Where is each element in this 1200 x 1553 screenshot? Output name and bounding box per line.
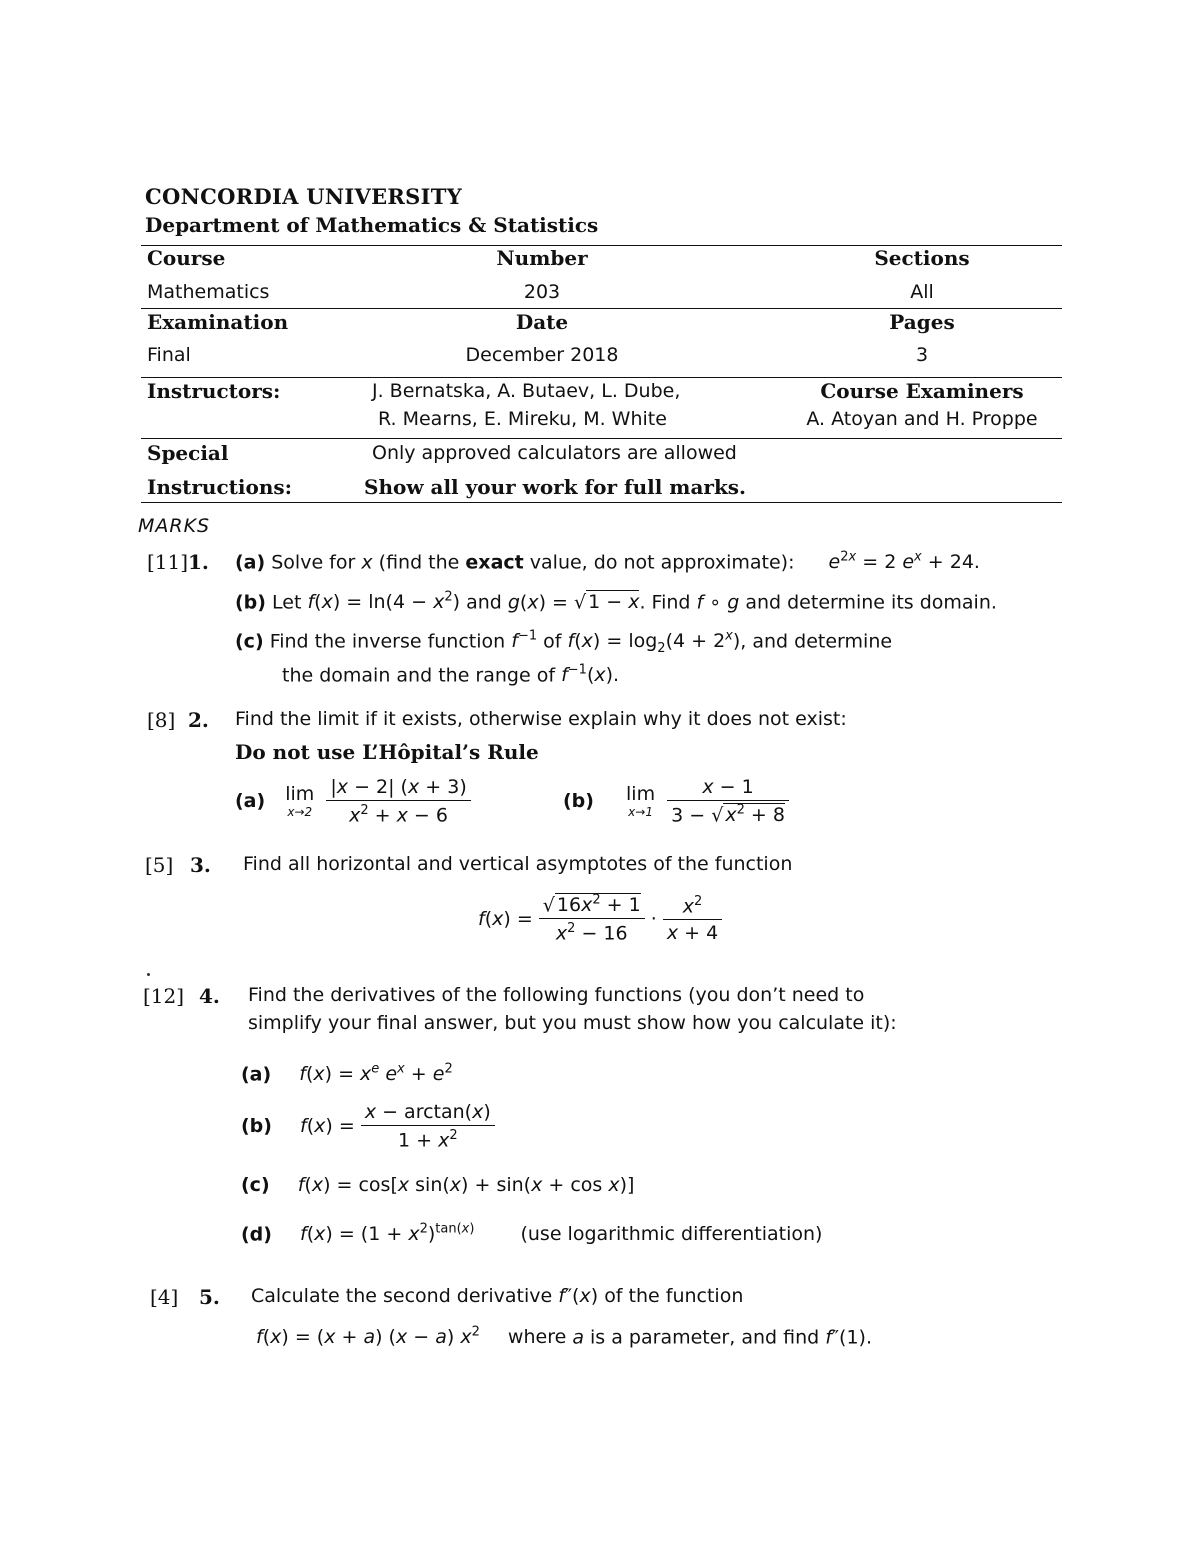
q4-number: 4. <box>199 984 220 1008</box>
special-line-2: Show all your work for full marks. <box>364 475 747 499</box>
q5-function: f(x) = (x + a) (x − a) $x^2$ <box>256 1325 480 1349</box>
q1a-var: x <box>361 551 373 574</box>
q4a-line <box>241 1062 453 1085</box>
q4d-label: (d) <box>241 1223 272 1246</box>
examination-label: Examination <box>147 310 289 334</box>
q2b-limit <box>626 782 656 819</box>
q4c-line <box>241 1174 634 1196</box>
q1a-text2: (find the <box>378 551 460 574</box>
stray-mark <box>147 973 150 976</box>
q1c-finv: $f^{-1}$ <box>511 629 538 653</box>
q2a-expression <box>235 776 471 826</box>
number-value: 203 <box>523 281 561 303</box>
q5-line-1 <box>251 1285 743 1307</box>
q4d-note: (use logarithmic differentiation) <box>520 1223 823 1246</box>
course-label: Course <box>147 246 226 270</box>
examiners-label: Course Examiners <box>820 379 1024 403</box>
pages-label: Pages <box>889 310 955 334</box>
q3-denominator-1: $x^2 - 16$ <box>539 918 645 944</box>
q1-marks: [11] <box>147 550 189 574</box>
q3-fraction-1 <box>539 893 645 945</box>
q4-text-2: simplify your final answer, but you must show how you calculate it): <box>248 1012 897 1034</box>
q1a-line <box>235 550 980 573</box>
marks-label: MARKS <box>138 515 211 537</box>
q3-numerator-2: $x^2$ <box>682 893 703 917</box>
q3-denominator-2: x + 4 <box>663 919 722 944</box>
q1b-g: g(x) = √ 1 − x <box>507 591 640 614</box>
q4b-fraction <box>361 1101 495 1151</box>
q4b-numerator: x − arctan(x) <box>364 1101 491 1123</box>
q1c-line <box>235 629 892 656</box>
q2b-lim-sub: x→1 <box>628 804 653 819</box>
q4a-function: $f(x) = x^e$ $e^x + e^2$ <box>299 1062 453 1086</box>
q2-text: Find the limit if it exists, otherwise explain why it does not exist: <box>235 708 847 730</box>
q4c-function: f(x) = cos[x sin(x) + sin(x + cos x)] <box>297 1174 635 1196</box>
q2a-numerator: |x − 2| (x + 3) <box>330 776 467 798</box>
q4b-lhs: f(x) = <box>300 1115 355 1138</box>
q5-marks: [4] <box>150 1285 179 1309</box>
q1c-text3: , and determine <box>740 630 893 653</box>
q2a-lim-sub: x→2 <box>287 804 313 819</box>
q1b-text: Let <box>272 591 302 614</box>
q2b-denominator: 3 − √ $x^2 + 8$ <box>667 800 789 826</box>
q2a-fraction <box>326 776 470 826</box>
instructors-line-1: J. Bernatska, A. Butaev, L. Dube, <box>372 380 681 402</box>
special-line-1: Only approved calculators are allowed <box>372 442 737 464</box>
q1c-text2: of <box>543 630 562 653</box>
q2-marks: [8] <box>147 708 176 732</box>
q4-marks: [12] <box>143 984 185 1008</box>
sections-label: Sections <box>874 246 970 270</box>
q1b-fog: f ∘ g <box>696 591 740 614</box>
q2b-expression <box>563 776 789 826</box>
q3-text: Find all horizontal and vertical asymptotes of the function <box>243 853 793 875</box>
q2b-lim-word: lim <box>626 782 656 805</box>
q2-note: Do not use L’Hôpital’s Rule <box>235 740 539 764</box>
q5-line-2 <box>256 1325 872 1348</box>
q5-a: a <box>572 1326 584 1349</box>
q2a-denominator: $x^2 + x - 6$ <box>326 800 470 826</box>
q1c-text4: the domain and the range of <box>282 664 556 687</box>
q1c-f: $f(x) = \log_2(4 + 2^x)$ <box>567 629 741 657</box>
special-label: Special <box>147 441 229 465</box>
q1b-f: $f(x) = \ln(4 - x^2)$ <box>307 590 461 614</box>
q5-text4: is a parameter, and find <box>590 1326 820 1349</box>
q4d-line <box>241 1222 822 1245</box>
q3-fraction-2 <box>663 894 722 944</box>
examination-value: Final <box>147 344 191 366</box>
q1c-finv-x: $f^{-1}(x)$. <box>561 663 620 687</box>
date-label: Date <box>515 310 569 334</box>
q1a-text3: value, do not approximate): <box>529 551 795 574</box>
q5-text2: of the function <box>604 1285 744 1307</box>
q4b-line <box>241 1101 495 1151</box>
q2a-label: (a) <box>235 790 266 813</box>
q3-function: f(x) = $\frac{√ 16x^2 + 1}{x^2 - 16}$ · $\frac{x^2}{x + 4}$ <box>478 893 722 945</box>
q5-number: 5. <box>199 1285 220 1309</box>
q1c-label: (c) <box>235 630 264 653</box>
q1b-line <box>235 590 997 613</box>
q5-text3: where <box>507 1326 567 1349</box>
q1a-equation: $e^{2x} = 2$ $e^x + 24$. <box>828 550 980 574</box>
table-rule-bottom <box>141 502 1062 503</box>
q1a-label: (a) <box>235 551 266 574</box>
q2b-fraction <box>667 776 789 826</box>
q1a-exact: exact <box>465 551 524 574</box>
instructors-line-2: R. Mearns, E. Mireku, M. White <box>378 408 667 430</box>
q3-marks: [5] <box>145 853 174 877</box>
course-value: Mathematics <box>147 281 270 303</box>
q2a-limit <box>285 782 315 819</box>
special-instructions-label: Instructions: <box>147 475 293 499</box>
table-rule-3 <box>141 377 1062 378</box>
university-name: CONCORDIA UNIVERSITY <box>145 184 462 209</box>
table-rule-4 <box>141 438 1062 439</box>
examiners-names: A. Atoyan and H. Proppe <box>806 408 1038 430</box>
q4b-denominator: $1 + x^2$ <box>361 1125 495 1151</box>
number-label: Number <box>496 246 588 270</box>
department-name: Department of Mathematics & Statistics <box>145 213 599 237</box>
q5-f2: f″(x) <box>558 1285 599 1307</box>
q1c-line-2 <box>282 663 619 686</box>
q1a-text: Solve for <box>271 551 356 574</box>
q1-number: 1. <box>188 550 209 574</box>
q1c-text: Find the inverse function <box>269 630 506 653</box>
q4b-label: (b) <box>241 1115 272 1138</box>
q2a-lim-word: lim <box>285 782 315 805</box>
sections-value: All <box>910 281 934 303</box>
q5-f2-1: f″(1). <box>825 1326 872 1349</box>
q4a-label: (a) <box>241 1063 272 1086</box>
q1b-text3: . Find <box>639 591 691 614</box>
q1b-label: (b) <box>235 591 266 614</box>
q2b-label: (b) <box>563 790 594 813</box>
q2b-numerator: x − 1 <box>702 776 754 798</box>
q1b-text4: and determine its domain. <box>745 591 997 614</box>
instructors-label: Instructors: <box>147 379 281 403</box>
pages-value: 3 <box>915 344 929 366</box>
date-value: December 2018 <box>465 344 619 366</box>
q4d-function: $f(x) = (1 + x^2)^{tan(x)}$ <box>300 1222 475 1246</box>
q2-number: 2. <box>188 708 209 732</box>
q3-number: 3. <box>190 853 211 877</box>
q5-text: Calculate the second derivative <box>251 1285 553 1307</box>
q4c-label: (c) <box>241 1174 270 1196</box>
table-rule-2 <box>141 308 1062 309</box>
q1b-text2: and <box>466 591 502 614</box>
q4-text-1: Find the derivatives of the following functions (you don’t need to <box>248 984 865 1006</box>
q3-numerator-1: √ $16x^2 + 1$ <box>542 893 641 917</box>
